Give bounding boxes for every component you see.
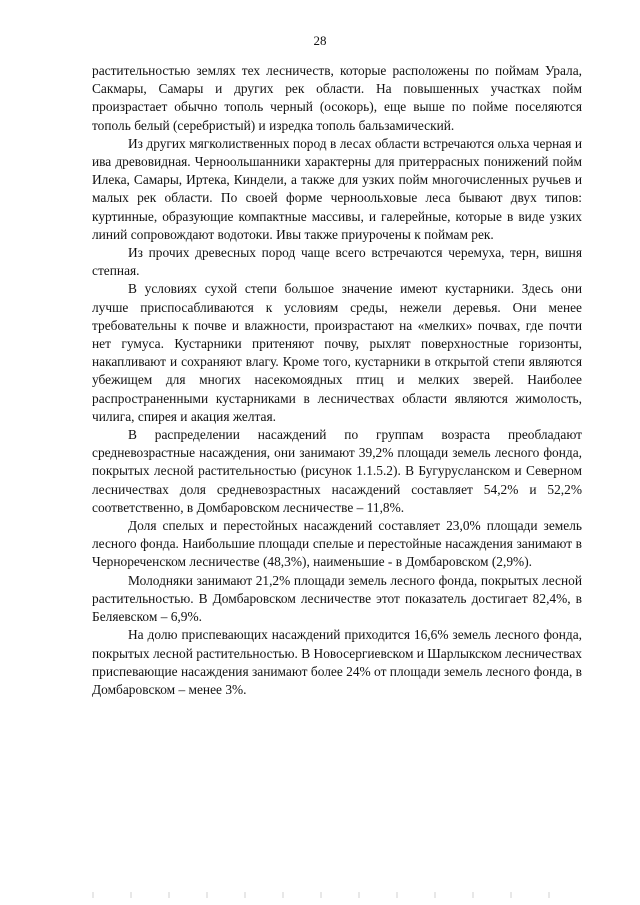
paragraph-floodplain-poplars: растительностью землях тех лесничеств, которые расположены по поймам Урала, Сакмары, Самары и других рек области. На повышенных участках пойм произрастает обычно тополь черный (осокорь), еще выше по пойме поселяются тополь белый (серебристый) и изредка тополь бальзамический. xyxy=(92,63,582,133)
document-body xyxy=(92,62,582,699)
scan-edge-artifact xyxy=(92,892,582,898)
page-number: 28 xyxy=(313,33,327,48)
paragraph-age-groups: В распределении насаждений по группам возраста преобладают средневозрастные насаждения, они занимают 39,2% площади земель лесного фонда, покрытых лесной растительностью (рисунок 1.1.5.2). В Бугурусланском и Северном лесничествах доля средневозрастных насаждений составляет 54,2% и 52,2% соответственно, в Домбаровском лесничестве – 11,8%. xyxy=(92,427,582,515)
paragraph-mature-stands: Доля спелых и перестойных насаждений составляет 23,0% площади земель лесного фонда. Наибольшие площади спелые и перестойные насаждения занимают в Чернореченском лесничестве (48,3%), наименьшие - в Домбаровском (2,9%). xyxy=(92,518,582,570)
paragraph-alder-willow: Из других мягколиственных пород в лесах области встречаются ольха черная и ива древовидная. Черноольшанники характерны для притеррасных понижений пойм Илека, Самары, Иртека, Киндели, а также для узких пойм многочисленных ручьев и малых рек области. По своей форме черноольховые леса бывают двух типов: куртинные, образующие компактные массивы, и галерейные, которые в виде узких линий сопровождают водотоки. Ивы также приурочены к поймам рек. xyxy=(92,135,582,242)
paragraph-shrubs: В условиях сухой степи большое значение имеют кустарники. Здесь они лучше приспосабливаются к условиям среды, нежели деревья. Они менее требовательны к почве и влажности, произрастают на «мелких» почвах, где почти нет гумуса. Кустарники притеняют почву, рыхлят поверхностные горизонты, накапливают и сохраняют влагу. Кроме того, кустарники в открытой степи являются убежищем для многих насекомоядных птиц и мелких зверей. Наиболее распространенными кустарниками в лесничествах области являются жимолость, чилига, спирея и акация желтая. xyxy=(92,281,582,424)
paragraph-other-species: Из прочих древесных пород чаще всего встречаются черемуха, терн, вишня степная. xyxy=(92,245,582,279)
paragraph-young-stands: Молодняки занимают 21,2% площади земель лесного фонда, покрытых лесной растительностью. В Домбаровском лесничестве этот показатель достигает 82,4%, в Беляевском – 6,9%. xyxy=(92,572,582,625)
paragraph-premature-stands: На долю приспевающих насаждений приходится 16,6% земель лесного фонда, покрытых лесной растительностью. В Новосергиевском и Шарлыкском лесничествах приспевающие насаждения занимают более 24% от площади земель лесного фонда, в Домбаровском – менее 3%. xyxy=(92,627,582,697)
